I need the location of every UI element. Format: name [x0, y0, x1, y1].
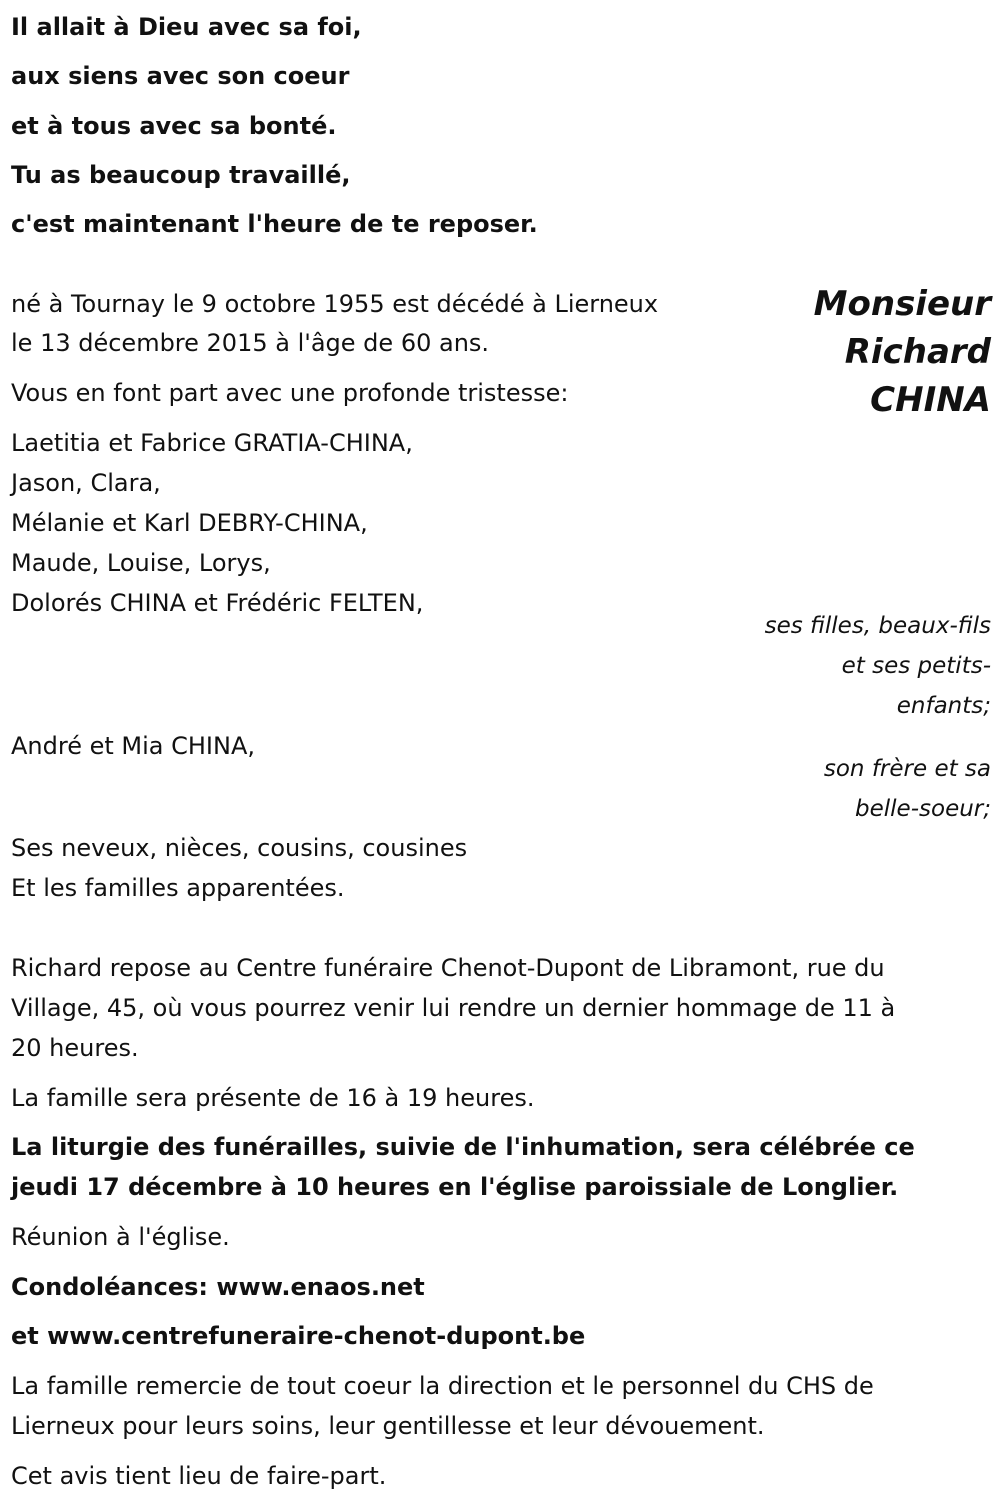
family-line: Jason, Clara, — [11, 469, 161, 497]
closing-text: Cet avis tient lieu de faire-part. — [11, 1462, 387, 1490]
thanks-line: La famille remercie de tout coeur la direction et le personnel du CHS de — [11, 1372, 874, 1400]
family-line: André et Mia CHINA, — [11, 732, 255, 760]
relation-line: et ses petits- — [841, 653, 991, 679]
family-line: Dolorés CHINA et Frédéric FELTEN, — [11, 589, 424, 617]
poem-line: Tu as beaucoup travaillé, — [11, 161, 351, 189]
poem-line: Il allait à Dieu avec sa foi, — [11, 13, 362, 41]
relation-line: son frère et sa — [823, 756, 991, 782]
relation-line: enfants; — [896, 693, 991, 719]
liturgy-line: La liturgie des funérailles, suivie de l'inhumation, sera célébrée ce — [11, 1133, 915, 1161]
poem-line: c'est maintenant l'heure de te reposer. — [11, 210, 538, 238]
poem-line: aux siens avec son coeur — [11, 62, 350, 90]
family-line: Et les familles apparentées. — [11, 874, 345, 902]
relation-line: belle-soeur; — [855, 796, 991, 822]
reunion-text: Réunion à l'église. — [11, 1223, 230, 1251]
relation-line: ses filles, beaux-fils — [764, 613, 991, 639]
poem-line: et à tous avec sa bonté. — [11, 112, 337, 140]
liturgy-line: jeudi 17 décembre à 10 heures en l'église paroissiale de Longlier. — [11, 1173, 899, 1201]
presence-text: La famille sera présente de 16 à 19 heures. — [11, 1084, 535, 1112]
family-line: Ses neveux, nièces, cousins, cousines — [11, 834, 468, 862]
family-line: Mélanie et Karl DEBRY-CHINA, — [11, 509, 368, 537]
condolences-line: Condoléances: www.enaos.net — [11, 1273, 425, 1301]
repose-line: Richard repose au Centre funéraire Chenot-Dupont de Libramont, rue du — [11, 954, 885, 982]
birth-death-line: le 13 décembre 2015 à l'âge de 60 ans. — [11, 329, 490, 357]
announcement: Vous en font part avec une profonde tristesse: — [11, 379, 569, 407]
birth-death-line: né à Tournay le 9 octobre 1955 est décédé à Lierneux — [11, 290, 659, 318]
repose-line: Village, 45, où vous pourrez venir lui rendre un dernier hommage de 11 à — [11, 994, 896, 1022]
family-line: Maude, Louise, Lorys, — [11, 549, 271, 577]
deceased-last-name: CHINA — [870, 380, 991, 420]
thanks-line: Lierneux pour leurs soins, leur gentillesse et leur dévouement. — [11, 1412, 765, 1440]
condolences-line: et www.centrefuneraire-chenot-dupont.be — [11, 1322, 586, 1350]
deceased-first-name: Richard — [844, 332, 991, 372]
repose-line: 20 heures. — [11, 1034, 139, 1062]
family-line: Laetitia et Fabrice GRATIA-CHINA, — [11, 429, 413, 457]
deceased-title: Monsieur — [813, 284, 991, 324]
